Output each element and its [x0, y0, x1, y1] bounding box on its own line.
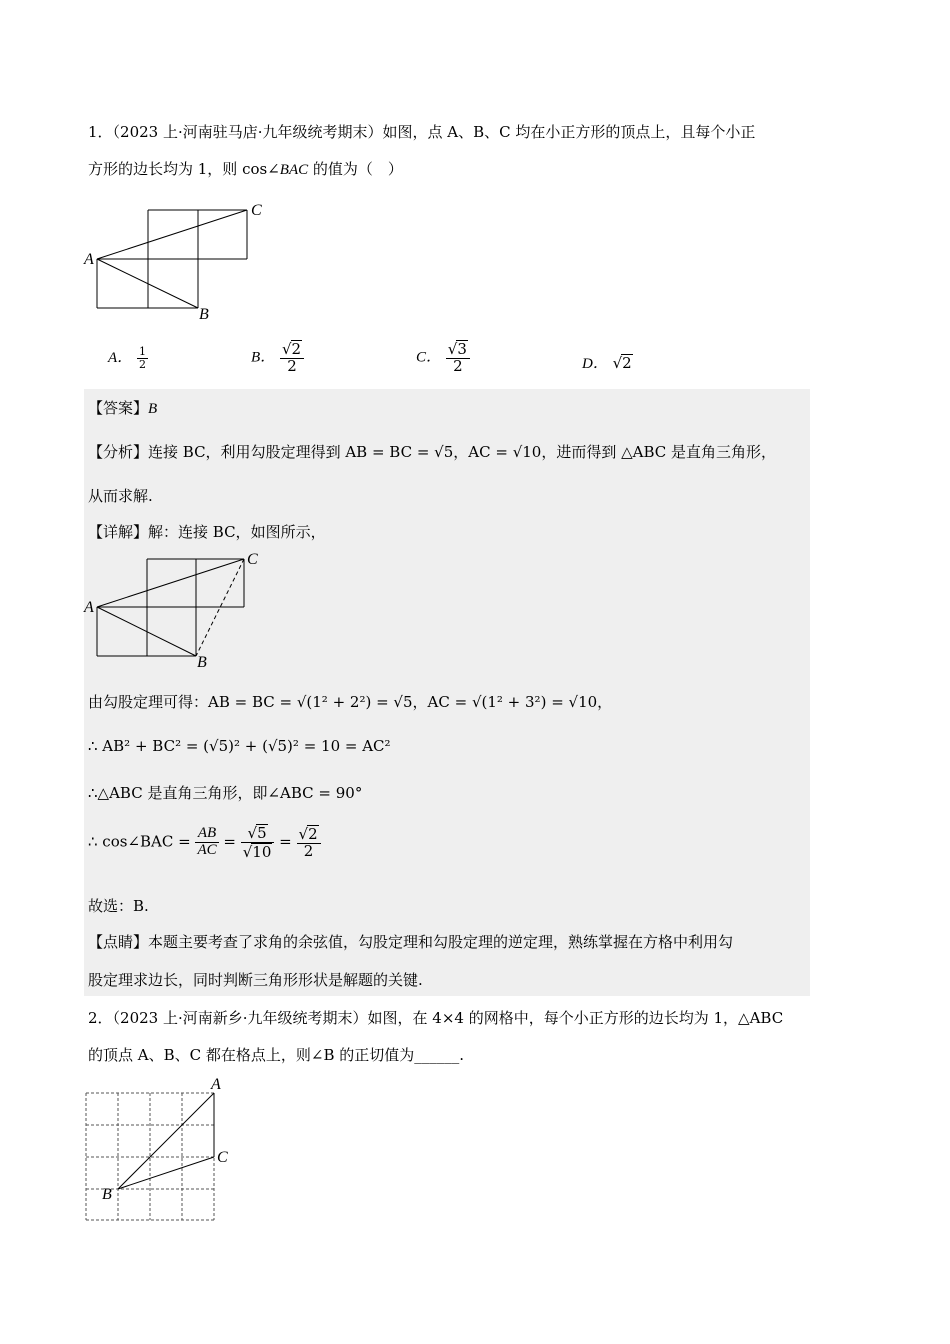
step-sum-squares: ∴ AB² + BC² = (√5)² + (√5)² = 10 = AC² [88, 737, 391, 755]
option-a[interactable]: A． $\frac{1}{2}$ [108, 345, 146, 371]
answer-line: 【答案】B [88, 399, 158, 417]
q2-figure [80, 1072, 250, 1222]
option-c[interactable]: C． $\frac{√3}{2}$ [416, 340, 470, 375]
comment-line1: 【点睛】本题主要考查了求角的余弦值，勾股定理和勾股定理的逆定理，熟练掌握在方格中利用勾 [88, 933, 734, 951]
segment-ac [97, 210, 247, 259]
point-b-label: B [199, 306, 209, 323]
q2-line2: 的顶点 A、B、C 都在格点上，则∠B 的正切值为______. [88, 1046, 464, 1064]
detail-figure [80, 548, 280, 676]
point-a-label: A [211, 1076, 221, 1093]
point-a-label: A [84, 599, 94, 616]
point-a-label: A [84, 251, 94, 268]
point-c-label: C [217, 1149, 228, 1166]
analysis-line2: 从而求解. [88, 487, 153, 505]
analysis-line1: 【分析】连接 BC，利用勾股定理得到 AB = BC = √5，AC = √10，进而得到 △ABC 是直角三角形， [88, 443, 777, 461]
segment-ac [97, 559, 244, 607]
segment-ab [118, 1093, 214, 1189]
choice-line: 故选：B. [88, 897, 149, 915]
option-b[interactable]: B． $\frac{√2}{2}$ [251, 340, 304, 375]
option-d[interactable]: D． √2 [582, 354, 632, 372]
q1-line2: 方形的边长均为 1，则 cos∠BAC 的值为（ ） [88, 160, 403, 178]
segment-bc [118, 1157, 214, 1189]
detail-line1: 【详解】解：连接 BC，如图所示， [88, 523, 326, 541]
q1-line1: 1．（2023 上·河南驻马店·九年级统考期末）如图，点 A、B、C 均在小正方形的顶点上，且每个小正 [88, 123, 756, 141]
comment-line2: 股定理求边长，同时判断三角形形状是解题的关键. [88, 971, 423, 989]
point-c-label: C [247, 551, 258, 568]
step-pythagoras: 由勾股定理可得：AB = BC = √(1² + 2²) = √5，AC = √(1² + 3²) = √10， [88, 693, 613, 711]
step-cosine: ∴ cos∠BAC = $\frac{AB}{AC}$ = $\frac{√5}{√10}$ = $\frac{√2}{2}$ [88, 824, 321, 861]
point-b-label: B [197, 654, 207, 671]
q2-line1: 2．（2023 上·河南新乡·九年级统考期末）如图，在 4×4 的网格中，每个小正方形的边长均为 1，△ABC [88, 1009, 784, 1027]
step-right-triangle: ∴△ABC 是直角三角形，即∠ABC = 90° [88, 784, 363, 802]
point-b-label: B [102, 1186, 112, 1203]
point-c-label: C [251, 202, 262, 219]
q1-figure [80, 198, 280, 326]
